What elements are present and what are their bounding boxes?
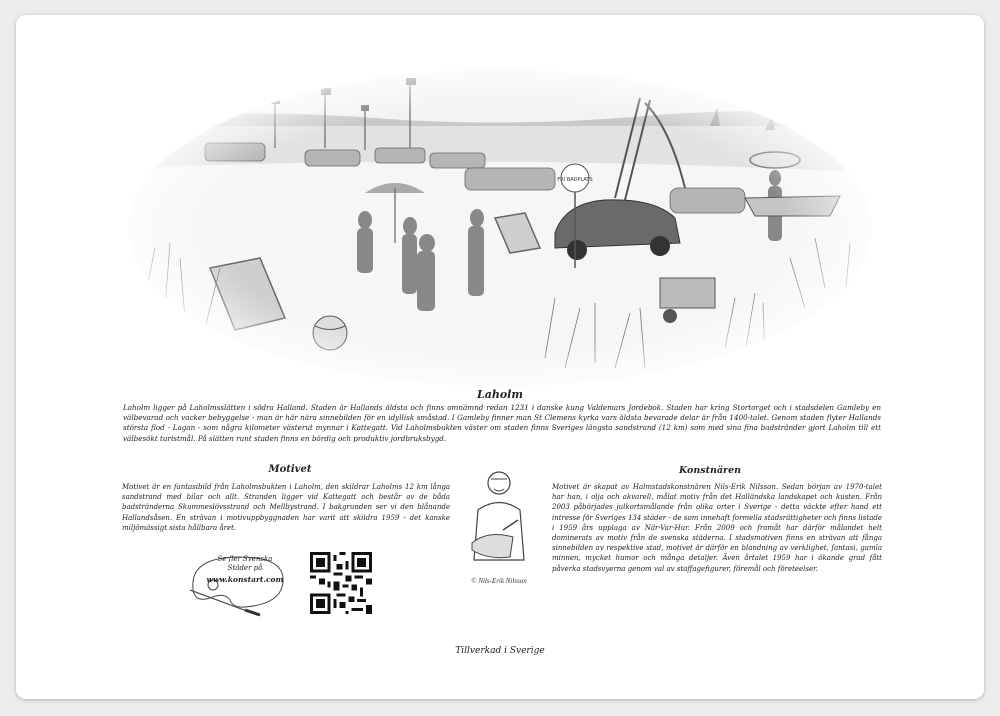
konstnaren-heading: Konstnären	[678, 465, 742, 476]
intro-text: Laholm ligger på Laholmsslätten i södra Halland. Staden är Hallands äldsta och finns omnämnd redan 1231 i danske kung Valdemars Jordebok. Staden har kring Stortorget och i stadsdelen Gamleby en välbevarad och vacker bebyggelse - man är här nära sinnebilden för en idyllisk småstad. I Gamleby finner man St Clemens kyrka vars äldsta bevarade delar är från 1400-talet. Genom staden flyter Hallands största flod - Lagan - som några kilometer västerut mynnar i Kattegatt. Vid Laholmsbukten väster om staden finns Sveriges längsta sandstrand (12 km) som med sina fina badstränder gjort Laholm till ett välbesökt turistmål. På slätten runt staden finns en bördig och produktiv jordbruksbygd.	[123, 403, 881, 443]
website-link[interactable]: www.konstart.com	[206, 575, 284, 584]
motivet-heading: Motivet	[268, 464, 312, 475]
qr-code[interactable]	[310, 552, 372, 614]
beach-illustration	[125, 68, 875, 388]
palette-caption: Se fler Svenska Städer på	[217, 555, 273, 572]
footer-text: Tillverkad i Sverige	[455, 646, 545, 656]
konstnaren-text: Motivet är skapat av Halmstadskonstnären Nils-Erik Nilsson. Sedan början av 1970-talet har han, i olja och akvarell, målat motiv från det Halländska landskapet och kusten. Från 2003 påbörjades julkortsmålande från olika orter i Sverige - detta väckte efter hand ett intresse för Sveriges 134 städer - de som innehaft formella stadsrättigheter och finns listade i 1959 års upplaga av När-Var-Hur. Från 2009 och framåt har därför målandet helt dominerats av motiv från de svenska städerna. I stadsmotiven finns en strävan att fånga sinnebilden av respektive stad, motivet är därför en blandning av verklighet, fantasi, gamla minnen, mycket humor och många detaljer. Även årtalet 1959 har i ökande grad fått påverka stadsvyerna genom val av staffagefigurer, föremål och företeelser.	[552, 483, 882, 573]
artist-signature: © Nils-Erik Nilsson	[471, 577, 527, 585]
motivet-text: Motivet är en fantasibild från Laholmsbukten i Laholm, den skildrar Laholms 12 km långa sandstrand med bilar och allt. Stranden ligger vid Kattegatt och består av de båda badstränderna Skummeslövsstrand och Mellbystrand. I bakgrunden ser vi den blånande Hallandsåsen. En strävan i motivuppbyggnaden har varit att skildra 1959 - det kanske miljömässigt sista hållbara året.	[122, 483, 450, 532]
poster-title: Laholm	[476, 388, 523, 401]
artist-portrait	[458, 465, 540, 597]
